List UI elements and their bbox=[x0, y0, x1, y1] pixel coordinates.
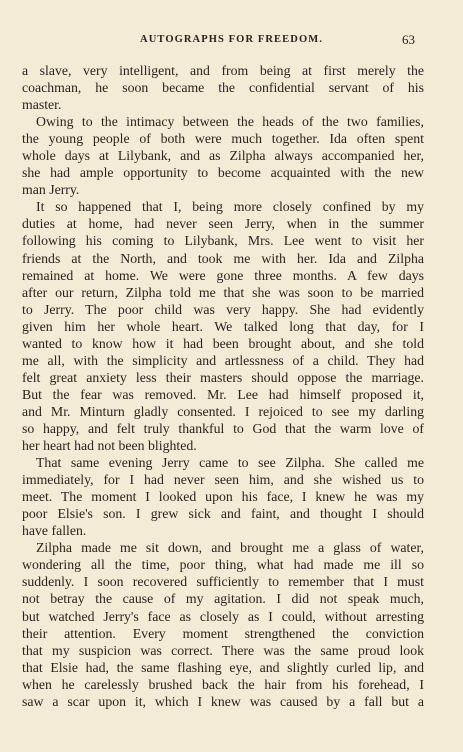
page-header bbox=[0, 34, 463, 50]
text-line: master. bbox=[22, 97, 62, 113]
text-line: when he carelessly brushed back the hair from his forehead, I bbox=[22, 676, 424, 692]
text-line: whole days at Lilybank, and as Zilpha always accompanied her, bbox=[22, 148, 424, 164]
text-line: she had ample opportunity to become acquainted with the new bbox=[22, 165, 424, 181]
text-line: me all, with the simplicity and artlessness of a child. They had bbox=[22, 352, 424, 368]
text-line: man Jerry. bbox=[22, 182, 80, 198]
text-line: that Elsie had, the same flashing eye, and slightly curled lip, and bbox=[22, 659, 424, 675]
text-line: friends at the North, and took me with her. Ida and Zilpha bbox=[22, 250, 424, 266]
text-line: but watched Jerry's face as closely as I could, without arresting bbox=[22, 608, 424, 624]
text-line: saw a scar upon it, which I knew was caused by a fall but a bbox=[22, 693, 424, 709]
text-line: given him her whole heart. We talked long that day, for I bbox=[22, 318, 424, 334]
text-line: that my suspicion was correct. There was the same proud look bbox=[22, 642, 424, 658]
text-line: felt great anxiety less their masters should oppose the marriage. bbox=[22, 369, 424, 385]
text-line: remained at home. We were gone three months. A few days bbox=[22, 267, 424, 283]
text-line: and Mr. Minturn gladly consented. I rejoiced to see my darling bbox=[22, 403, 424, 419]
text-line: a slave, very intelligent, and from being at first merely the bbox=[22, 63, 424, 78]
text-line: their attention. Every moment strengthened the conviction bbox=[22, 625, 424, 641]
text-line: so happy, and felt truly thankful to God that the warm love of bbox=[22, 420, 424, 436]
text-line: But the fear was removed. Mr. Lee had himself proposed it, bbox=[22, 386, 424, 402]
text-line: have fallen. bbox=[22, 523, 87, 539]
text-line: Owing to the intimacy between the heads of the two families, bbox=[36, 114, 424, 130]
page-body-text bbox=[22, 62, 424, 710]
text-line: duties at home, had never seen Jerry, when in the summer bbox=[22, 216, 424, 232]
text-line: coachman, he soon became the confidential servant of his bbox=[22, 80, 424, 96]
text-line: the young people of both were much together. Ida often spent bbox=[22, 131, 424, 147]
text-line: meet. The moment I looked upon his face, I knew he was my bbox=[22, 489, 424, 505]
text-line: immediately, for I had never seen him, and she wished us to bbox=[22, 472, 424, 488]
page-number: 63 bbox=[402, 32, 415, 47]
text-line: wondering all the time, poor thing, what had made me ill so bbox=[22, 557, 424, 573]
text-line: after our return, Zilpha told me that she was soon to be married bbox=[22, 284, 424, 300]
text-line: That same evening Jerry came to see Zilpha. She called me bbox=[36, 455, 424, 471]
text-line: following his coming to Lilybank, Mrs. Lee went to visit her bbox=[22, 233, 424, 249]
running-head: AUTOGRAPHS FOR FREEDOM. bbox=[140, 34, 323, 45]
text-line: wanted to know how it had been brought about, and she told bbox=[22, 335, 424, 351]
text-line: suddenly. I soon recovered sufficiently to remember that I must bbox=[22, 574, 424, 590]
text-line: to Jerry. The poor child was very happy. She had evidently bbox=[22, 301, 424, 317]
text-line: not betray the cause of my agitation. I did not speak much, bbox=[22, 591, 424, 607]
text-line: Zilpha made me sit down, and brought me a glass of water, bbox=[36, 540, 424, 556]
text-line: It so happened that I, being more closely confined by my bbox=[36, 199, 424, 215]
text-line: poor Elsie's son. I grew sick and faint, and thought I should bbox=[22, 506, 424, 522]
text-line: her heart had not been blighted. bbox=[22, 438, 197, 454]
